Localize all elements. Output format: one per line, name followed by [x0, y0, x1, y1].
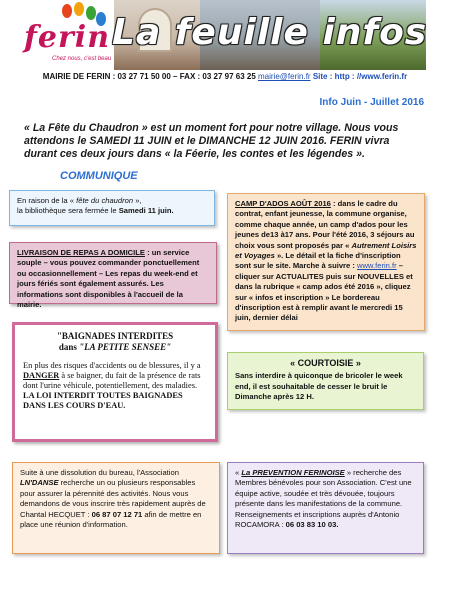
dance-association-box: Suite à une dissolution du bureau, l'Association LN'DANSE recherche un ou plusieurs responsables pour assurer la pérennité des activités. Nous vous demandons de vous inscrire très rapidement auprès de Chantal HECQUET : 06 87 07 12 71 afin de mettre en place une réunion d'information. [12, 462, 220, 554]
swimming-ban-body: En plus des risques d'accidents ou de blessures, il y a DANGER à se baigner, du fait de la présence de rats dont l'urine véhicule, potentiellement, des maladies. LA LOI INTERDIT TOUTES BAIGNADES DANS LES COURS D'EAU. [23, 361, 201, 410]
issue-date: Info Juin - Juillet 2016 [319, 97, 424, 108]
meal-delivery-box: LIVRAISON DE REPAS A DOMICILE : un service souple – vous pouvez commander ponctuellement ou occasionnellement – Les repas du week-end et jours fériés sont également assurés. Les informations sont disponibles à l'accueil de la mairie. [9, 242, 217, 304]
camp-site-link[interactable]: www.ferin.fr [356, 261, 397, 271]
prevention-association-box: « La PREVENTION FERINOISE » recherche des Membres bénévoles pour son Association. C'est une équipe active, soudée et très dévouée, toujours présente dans les manifestations de la commune. Renseignements et inscriptions auprès d'Antonio ROCAMORA : 06 03 83 10 03. [227, 462, 424, 554]
swimming-ban-title: "BAIGNADES INTERDITES dans "LA PETITE SENSEE" [56, 331, 174, 352]
logo-tagline: Chez nous, c'est beau [52, 56, 112, 62]
teen-camp-title: CAMP D'ADOS AOÛT 2016 [235, 199, 331, 208]
mairie-phone-fax: MAIRIE DE FERIN : 03 27 71 50 00 – FAX : 03 27 97 63 25 [42, 72, 256, 81]
library-notice-box: En raison de la « fête du chaudron », la bibliothèque sera fermée le Samedi 11 juin. [9, 190, 215, 226]
contact-line [0, 72, 450, 81]
page-title: La feuille infos [112, 12, 428, 53]
teen-camp-box: CAMP D'ADOS AOÛT 2016 : dans le cadre du contrat, enfant jeunesse, la commune organise, comme chaque année, un camp d'ados pour les jeunes de13 à17 ans. Pour l'été 2016, 3 séjours au choix vous sont proposés par « Autrement Loisirs et Voyages ». Le détail et la fiche d'inscription sont sur le site. Marche à suivre : www.ferin.fr – cliquer sur ACTUALITES puis sur NOUVELLES et dans la rubrique « camp ados été 2016 », cliquez sur « infos et inscription » Le bordereau d'inscription est à remplir avant le mercredi 15 juin, dernier délai [227, 193, 425, 331]
courtesy-title: « COURTOISIE » [290, 358, 361, 368]
header-banner [22, 0, 426, 70]
website-link[interactable]: Site : http : //www.ferin.fr [312, 72, 408, 81]
lead-paragraph: « La Fête du Chaudron » est un moment fort pour notre village. Nous vous attendons le SAMEDI 11 JUIN et le DIMANCHE 12 JUIN 2016. FERIN vivra durant ces deux jours dans « la Féerie, les contes et les légendes ». [24, 122, 399, 160]
logo-text: ferin [24, 20, 111, 55]
ferin-logo [22, 0, 114, 70]
courtesy-box [227, 352, 424, 410]
email-link[interactable]: mairie@ferin.fr [258, 72, 311, 81]
swimming-ban-box [12, 322, 218, 442]
section-title: COMMUNIQUE [60, 170, 138, 182]
courtesy-text: Sans interdire à quiconque de bricoler le week end, il est souhaitable de cesser le bruit le Dimanche après 12 H. [235, 371, 403, 402]
meal-delivery-title: LIVRAISON DE REPAS A DOMICILE [17, 248, 145, 257]
